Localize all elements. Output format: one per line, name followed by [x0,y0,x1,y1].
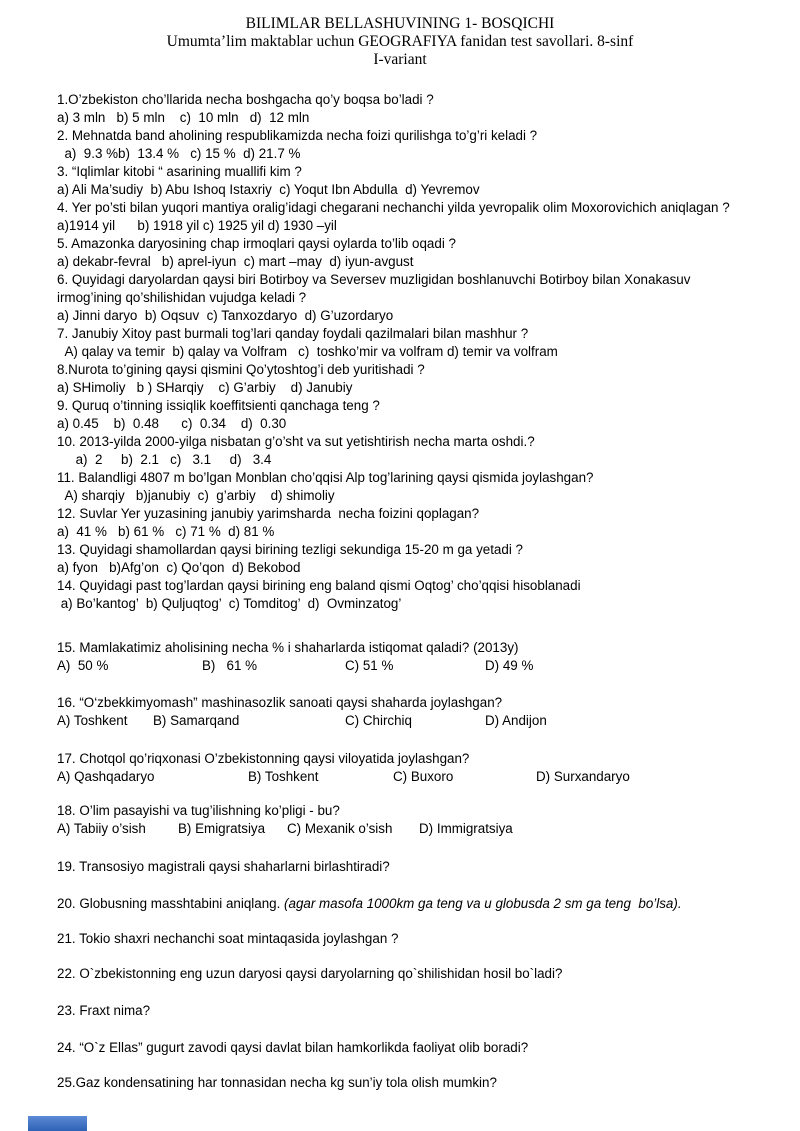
text-line [57,91,752,109]
text-line [57,217,752,235]
line-text: a) 3 mln b) 5 mln c) 10 mln d) 12 mln [57,110,310,125]
line-text: 2. Mehnatda band aholining respublikamizda necha foizi qurilishga to’g’ri keladi ? [57,128,538,143]
line-text: 20. Globusning masshtabini aniqlang. [57,896,285,911]
line-text: a) Ali Ma’sudiy b) Abu Ishoq Istaxriy c) Yoqut Ibn Abdulla d) Yevremov [57,182,480,197]
line-text: 8.Nurota to’gining qaysi qismini Qo’ytoshtog’i deb yuritishadi ? [57,362,425,377]
line-text: 10. 2013-yilda 2000-yilga nisbatan g’o’sht va sut yetishtirish necha marta oshdi.? [57,434,535,449]
blue-image-fragment [28,1116,87,1131]
line-text: a)1914 yil b) 1918 yil c) 1925 yil d) 1930 –yil [57,218,337,233]
line-text: 16. “O‘zbekkimyomash” mashinasozlik sanoati qaysi shaharda joylashgan? [57,695,503,710]
line-text: 6. Quyidagi daryolardan qaysi biri Botirboy va Seversev muzligidan boshlanuvchi Botirboy bilan Xonakasuv irmog’ining qo’shilishidan vujudga keladi ? [57,272,695,305]
answer-option: A) 50 % [57,658,109,673]
text-line [57,487,752,505]
answer-option: D) Immigratsiya [419,821,513,836]
answer-option: C) Mexanik o’sish [287,821,393,836]
text-line [57,235,752,253]
text-line [57,181,752,199]
line-text: 19. Transosiyo magistrali qaysi shaharlarni birlashtiradi? [57,859,390,874]
text-line [57,1074,752,1092]
answer-option: D) Surxandaryo [536,769,630,784]
answer-option: A) Qashqadaryo [57,769,155,784]
answer-option: C) Chirchiq [345,713,412,728]
text-line [57,109,752,127]
document-header [0,0,800,69]
line-text: a) Jinni daryo b) Oqsuv c) Tanxozdaryo d) G’uzordaryo [57,308,394,323]
line-text: 5. Amazonka daryosining chap irmoqlari qaysi oylarda to’lib oqadi ? [57,236,456,251]
text-line [57,559,752,577]
line-text: a) 2 b) 2.1 c) 3.1 d) 3.4 [57,452,272,467]
answer-option: A) Tabiiy o’sish [57,821,146,836]
answer-row [57,712,752,730]
text-line [57,271,752,307]
answer-row [57,820,752,838]
line-text: 4. Yer po’sti bilan yuqori mantiya oralig’idagi chegarani nechanchi yilda yevropalik olim Moxorovichich aniqlagan ? [57,200,730,215]
text-line [57,750,752,768]
line-text: a) 41 % b) 61 % c) 71 % d) 81 % [57,524,275,539]
line-text: A) qalay va temir b) qalay va Volfram c) toshko’mir va volfram d) temir va volfram [57,344,558,359]
line-text: 12. Suvlar Yer yuzasining janubiy yarimsharda necha foizini qoplagan? [57,506,480,521]
line-text: 21. Tokio shaxri nechanchi soat mintaqasida joylashgan ? [57,931,399,946]
text-line [57,379,752,397]
document-body [57,91,752,1092]
text-line [57,802,752,820]
text-line [57,433,752,451]
line-text: 18. O’lim pasayishi va tug’ilishning ko’pligi - bu? [57,803,340,818]
text-line [57,930,752,948]
line-text: 9. Quruq o’tinning issiqlik koeffitsienti qanchaga teng ? [57,398,380,413]
answer-option: D) Andijon [485,713,547,728]
line-text: 15. Mamlakatimiz aholisining necha % i shaharlarda istiqomat qaladi? (2013y) [57,640,519,655]
line-text: a) 0.45 b) 0.48 c) 0.34 d) 0.30 [57,416,287,431]
text-line [57,1002,752,1020]
answer-row [57,657,752,675]
text-line [57,595,752,613]
line-text: 13. Quyidagi shamollardan qaysi birining tezligi sekundiga 15-20 m ga yetadi ? [57,542,523,557]
text-line [57,895,752,913]
line-text: 25.Gaz kondensatining har tonnasidan necha kg sun’iy tola olish mumkin? [57,1075,497,1090]
line-text: 17. Chotqol qo’riqxonasi O’zbekistonning qaysi viloyatida joylashgan? [57,751,470,766]
text-line [57,451,752,469]
answer-row [57,768,752,786]
text-line [57,325,752,343]
text-line [57,199,752,217]
text-line [57,1039,752,1057]
answer-option: A) Toshkent [57,713,128,728]
text-line [57,694,752,712]
text-line [57,415,752,433]
text-line [57,307,752,325]
line-text: a) SHimoliy b ) SHarqiy c) G’arbiy d) Janubiy [57,380,353,395]
text-line [57,541,752,559]
text-line [57,858,752,876]
text-line [57,469,752,487]
text-line [57,343,752,361]
italic-note: (agar masofa 1000km ga teng va u globusda 2 sm ga teng bo’lsa). [284,896,682,911]
text-line [57,397,752,415]
answer-option: B) Toshkent [248,769,319,784]
line-text: a) fyon b)Afg’on c) Qo’qon d) Bekobod [57,560,301,575]
text-line [57,127,752,145]
line-text: a) Bo’kantog’ b) Quljuqtog’ c) Tomditog’ d) Ovminzatog’ [57,596,402,611]
line-text: a) 9.3 %b) 13.4 % c) 15 % d) 21.7 % [57,146,301,161]
text-line [57,523,752,541]
line-text: 14. Quyidagi past tog’lardan qaysi birining eng baland qismi Oqtog’ cho’qqisi hisoblanadi [57,578,581,593]
answer-option: B) 61 % [202,658,258,673]
line-text: 24. “O`z Ellas” gugurt zavodi qaysi davlat bilan hamkorlikda faoliyat olib boradi? [57,1040,529,1055]
text-line [57,253,752,271]
answer-option: D) 49 % [485,658,534,673]
variant-label: I-variant [373,51,427,68]
text-line [57,577,752,595]
document-title: BILIMLAR BELLASHUVINING 1- BOSQICHI [245,15,555,32]
answer-option: B) Samarqand [153,713,240,728]
text-line [57,505,752,523]
line-text: 7. Janubiy Xitoy past burmali tog’lari qanday foydali qazilmalari bilan mashhur ? [57,326,529,341]
line-text: 11. Balandligi 4807 m bo’lgan Monblan cho’qqisi Alp tog’larining qaysi qismida joylashgan? [57,470,594,485]
answer-option: C) 51 % [345,658,394,673]
line-text: a) dekabr-fevral b) aprel-iyun c) mart –may d) iyun-avgust [57,254,414,269]
answer-option: C) Buxoro [393,769,454,784]
text-line [57,639,752,657]
line-text: A) sharqiy b)janubiy c) g’arbiy d) shimoliy [57,488,335,503]
text-line [57,163,752,181]
line-text: 23. Fraxt nima? [57,1003,151,1018]
text-line [57,361,752,379]
line-text: 22. O`zbekistonning eng uzun daryosi qaysi daryolarning qo`shilishidan hosil bo`ladi? [57,966,563,981]
text-line [57,145,752,163]
text-line [57,965,752,983]
answer-option: B) Emigratsiya [178,821,266,836]
line-text: 1.O’zbekiston cho’llarida necha boshgacha qo’y boqsa bo’ladi ? [57,92,434,107]
line-text: 3. “Iqlimlar kitobi “ asarining muallifi kim ? [57,164,302,179]
document-subtitle: Umumta’lim maktablar uchun GEOGRAFIYA fanidan test savollari. 8-sinf [166,33,634,50]
